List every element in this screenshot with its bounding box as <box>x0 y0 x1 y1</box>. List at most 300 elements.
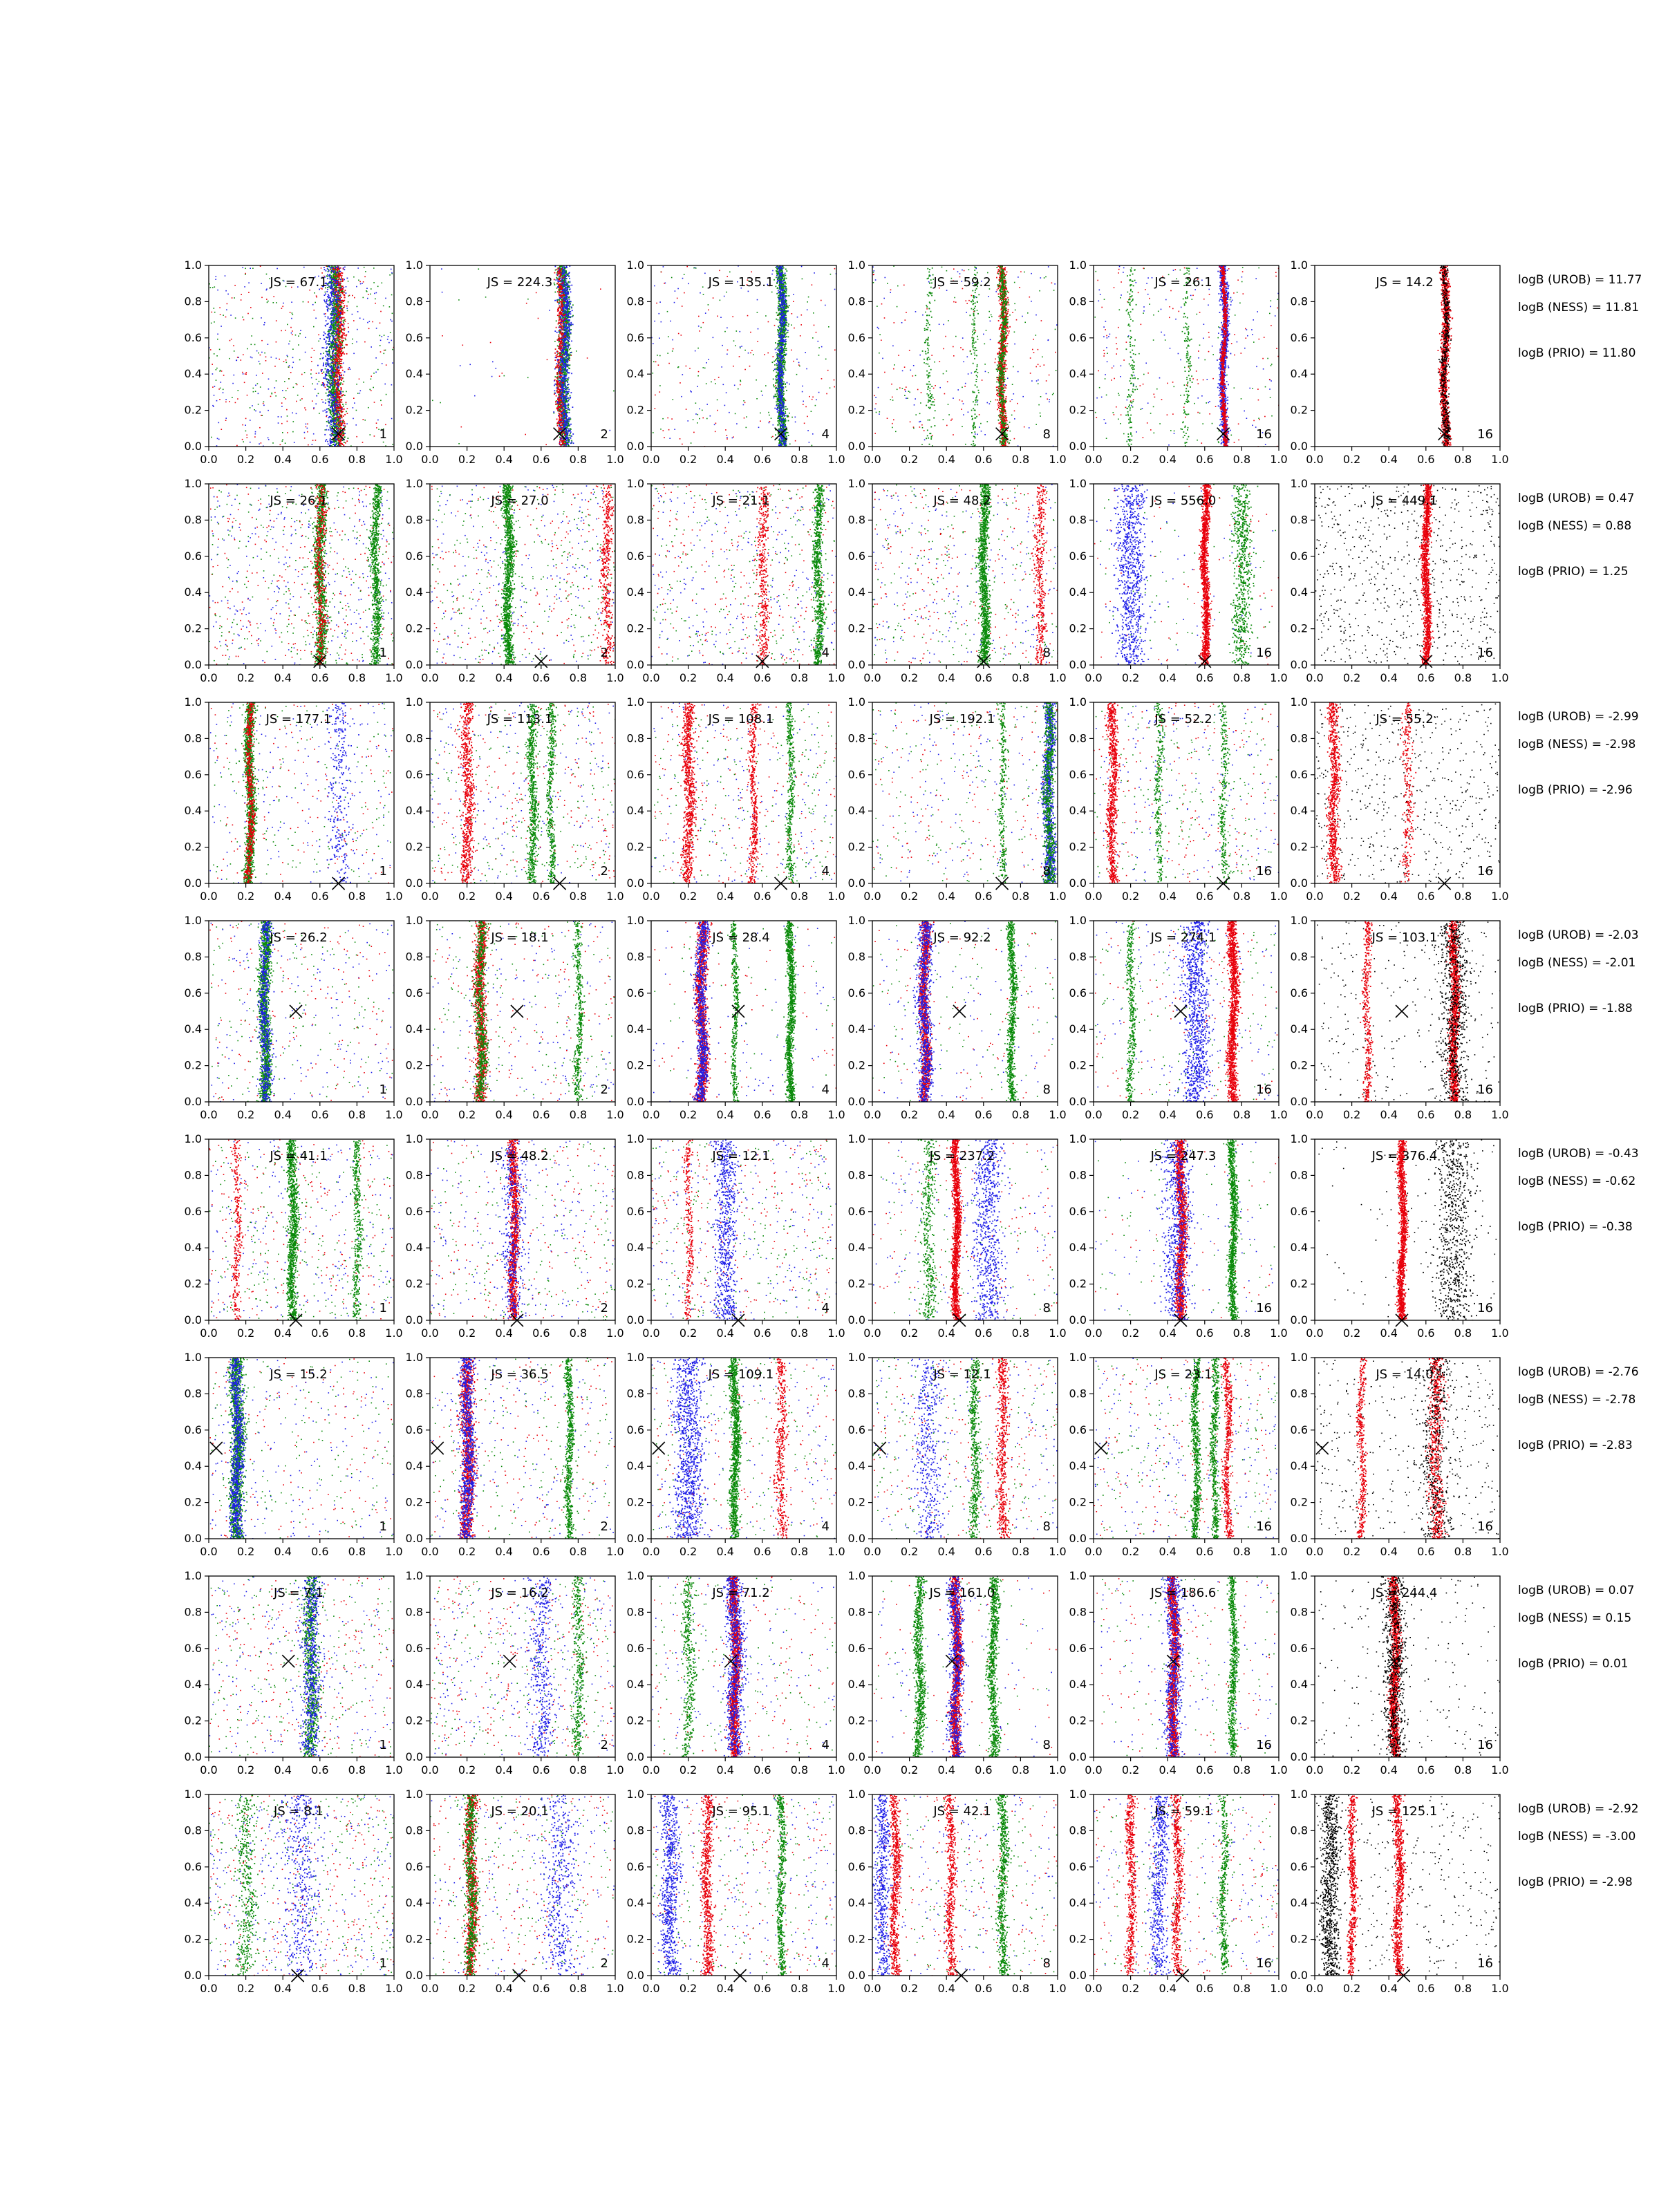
scatter-point <box>261 317 262 319</box>
scatter-point <box>334 404 335 405</box>
scatter-point <box>328 359 329 360</box>
scatter-point <box>247 395 248 396</box>
scatter-point <box>328 394 330 395</box>
scatter-point <box>335 391 336 392</box>
scatter-point <box>566 427 568 428</box>
scatter-point <box>341 374 342 375</box>
scatter-point <box>333 440 335 442</box>
scatter-point <box>216 355 218 357</box>
scatter-point <box>336 400 337 402</box>
scatter-point <box>311 361 312 362</box>
scatter-point <box>330 341 331 342</box>
scatter-point <box>341 272 342 274</box>
scatter-point <box>257 383 259 384</box>
scatter-point <box>326 324 328 325</box>
scatter-point <box>325 341 326 343</box>
scatter-point <box>306 409 307 411</box>
scatter-point <box>311 377 312 379</box>
scatter-point <box>458 299 460 301</box>
scatter-point <box>339 443 340 444</box>
scatter-point <box>252 318 254 319</box>
scatter-point <box>339 397 341 399</box>
scatter-point <box>214 312 216 313</box>
scatter-point <box>327 296 328 297</box>
scatter-point <box>323 353 324 354</box>
scatter-point <box>304 438 306 439</box>
scatter-point <box>568 399 570 400</box>
scatter-point <box>337 376 339 377</box>
scatter-point <box>576 350 577 352</box>
scatter-point <box>462 345 464 346</box>
scatter-point <box>375 372 377 373</box>
scatter-point <box>243 354 244 355</box>
scatter-point <box>268 344 269 345</box>
scatter-point <box>268 410 269 411</box>
scatter-point <box>369 321 371 322</box>
scatter-point <box>327 268 328 270</box>
scatter-point <box>334 280 335 281</box>
scatter-point <box>335 350 336 351</box>
scatter-point <box>326 371 328 372</box>
scatter-point <box>348 438 349 439</box>
scatter-point <box>339 274 340 276</box>
scatter-point <box>251 344 252 346</box>
scatter-point <box>342 308 344 310</box>
scatter-point <box>289 365 290 366</box>
scatter-point <box>339 418 341 420</box>
scatter-point <box>259 411 261 413</box>
scatter-point <box>336 346 337 347</box>
scatter-point <box>348 323 349 324</box>
scatter-point <box>324 301 326 303</box>
scatter-point <box>556 320 557 321</box>
scatter-point <box>324 267 325 268</box>
scatter-point <box>332 404 334 405</box>
scatter-point <box>333 269 335 270</box>
scatter-point <box>282 439 283 440</box>
scatter-point <box>339 391 340 392</box>
scatter-point <box>326 270 327 272</box>
scatter-point <box>337 276 338 277</box>
scatter-point <box>304 432 306 433</box>
scatter-point <box>336 306 337 308</box>
scatter-point <box>554 284 556 285</box>
scatter-point <box>339 335 340 336</box>
scatter-point <box>342 395 344 396</box>
scatter-point <box>323 382 324 384</box>
scatter-point <box>332 400 334 401</box>
scatter-point <box>324 384 326 386</box>
scatter-point <box>377 286 379 288</box>
scatter-point <box>339 337 340 339</box>
scatter-point <box>326 346 328 348</box>
scatter-point <box>331 366 332 367</box>
scatter-point <box>331 291 332 292</box>
scatter-point <box>328 363 330 364</box>
scatter-point <box>326 429 327 431</box>
scatter-point <box>344 305 346 306</box>
scatter-point <box>310 373 312 375</box>
scatter-point <box>221 326 222 327</box>
scatter-point <box>339 370 340 371</box>
scatter-point <box>328 334 329 335</box>
scatter-point <box>263 402 265 403</box>
scatter-point <box>344 332 345 334</box>
scatter-point <box>327 381 328 382</box>
scatter-point <box>217 438 218 440</box>
scatter-point <box>328 344 329 345</box>
scatter-point <box>283 361 285 362</box>
scatter-point <box>340 317 341 318</box>
scatter-point <box>333 312 335 313</box>
scatter-point <box>337 347 338 348</box>
js-annotation: JS = 67.1 <box>269 275 327 290</box>
scatter-point <box>261 352 263 353</box>
scatter-point <box>340 289 341 290</box>
scatter-point <box>339 273 340 274</box>
scatter-point <box>334 279 335 280</box>
scatter-point <box>237 398 238 400</box>
scatter-point <box>331 317 332 319</box>
scatter-point <box>335 291 337 292</box>
scatter-point <box>346 402 347 403</box>
scatter-point <box>330 440 331 442</box>
scatter-point <box>250 307 252 308</box>
scatter-point <box>245 273 246 274</box>
scatter-point <box>234 375 235 376</box>
scatter-point <box>325 364 326 366</box>
scatter-point <box>610 430 611 431</box>
scatter-point <box>525 434 526 435</box>
scatter-point <box>335 324 337 326</box>
scatter-point <box>336 310 337 312</box>
scatter-point <box>355 424 357 426</box>
scatter-point <box>335 280 336 281</box>
scatter-point <box>212 364 213 365</box>
scatter-point <box>281 416 282 418</box>
scatter-point <box>337 292 339 294</box>
scatter-point <box>334 328 335 330</box>
scatter-point <box>244 382 245 384</box>
scatter-point <box>392 313 393 315</box>
scatter-point <box>569 308 570 309</box>
scatter-point <box>565 383 566 384</box>
scatter-point <box>567 283 568 285</box>
scatter-point <box>292 314 294 315</box>
scatter-point <box>374 402 375 403</box>
scatter-point <box>287 415 288 417</box>
scatter-point <box>344 425 346 427</box>
scatter-point <box>340 443 341 444</box>
scatter-point <box>300 400 301 401</box>
scatter-point <box>259 364 261 365</box>
scatter-point <box>571 442 572 443</box>
scatter-point <box>316 297 317 298</box>
scatter-point <box>342 353 344 354</box>
scatter-point <box>330 346 331 348</box>
scatter-point <box>569 412 570 413</box>
scatter-point <box>359 318 361 319</box>
scatter-point <box>363 297 364 299</box>
scatter-point <box>328 294 329 295</box>
scatter-point <box>301 398 303 400</box>
scatter-point <box>385 424 386 426</box>
scatter-point <box>329 380 330 382</box>
scatter-point <box>363 281 364 283</box>
scatter-point <box>227 294 229 295</box>
scatter-point <box>356 436 357 438</box>
scatter-point <box>383 442 384 443</box>
scatter-point <box>323 363 324 364</box>
scatter-point <box>565 393 567 395</box>
scatter-point <box>555 270 556 271</box>
scatter-point <box>332 395 333 397</box>
scatter-point <box>335 270 336 271</box>
scatter-point <box>560 364 561 365</box>
scatter-point <box>330 427 331 429</box>
scatter-point <box>335 362 336 363</box>
scatter-point <box>332 299 334 300</box>
scatter-point <box>324 269 326 270</box>
scatter-point <box>297 395 299 396</box>
scatter-point <box>336 303 337 305</box>
scatter-point <box>391 340 393 341</box>
scatter-point <box>336 442 337 443</box>
scatter-point <box>328 282 330 283</box>
scatter-point <box>331 422 332 423</box>
scatter-point <box>339 375 340 376</box>
scatter-point <box>314 292 315 294</box>
scatter-point <box>561 265 563 267</box>
scatter-point <box>330 300 331 301</box>
scatter-point <box>568 326 570 328</box>
scatter-point <box>212 312 213 313</box>
scatter-point <box>342 272 344 274</box>
scatter-point <box>331 329 332 330</box>
scatter-point <box>570 364 571 366</box>
scatter-point <box>218 422 220 424</box>
scatter-point <box>356 286 357 288</box>
y-tick-label: 0.0 <box>185 440 202 453</box>
scatter-point <box>334 428 335 429</box>
x-tick-label: 0.2 <box>237 453 254 466</box>
scatter-point <box>340 279 341 281</box>
scatter-point <box>364 276 366 278</box>
scatter-point <box>335 354 337 355</box>
scatter-point <box>340 433 341 435</box>
scatter-point <box>326 299 328 301</box>
scatter-point <box>375 299 376 300</box>
scatter-point <box>337 309 339 310</box>
scatter-point <box>276 320 277 321</box>
scatter-point <box>285 390 287 391</box>
scatter-point <box>221 429 223 430</box>
scatter-point <box>318 341 319 342</box>
scatter-point <box>356 341 357 343</box>
scatter-point <box>328 395 329 397</box>
scatter-point <box>283 397 285 398</box>
scatter-point <box>391 321 393 322</box>
scatter-point <box>332 341 334 343</box>
scatter-point <box>380 351 382 353</box>
scatter-point <box>326 348 327 349</box>
scatter-point <box>304 407 306 409</box>
scatter-point <box>344 335 346 336</box>
scatter-point <box>250 420 251 421</box>
scatter-point <box>332 407 333 409</box>
scatter-point <box>344 295 346 297</box>
scatter-point <box>343 362 344 364</box>
scatter-point <box>261 340 263 341</box>
scatter-point <box>341 359 343 360</box>
scatter-point <box>210 287 212 288</box>
scatter-point <box>384 353 385 355</box>
scatter-point <box>345 290 346 291</box>
scatter-point <box>392 362 393 364</box>
scatter-point <box>339 429 340 430</box>
scatter-point <box>225 399 227 400</box>
scatter-point <box>285 398 287 400</box>
scatter-point <box>324 385 325 386</box>
scatter-point <box>327 363 328 364</box>
scatter-point <box>391 418 393 420</box>
scatter-point <box>328 364 330 366</box>
scatter-point <box>337 367 338 368</box>
scatter-point <box>336 297 337 298</box>
scatter-point <box>335 297 336 298</box>
scatter-point <box>330 372 332 373</box>
scatter-point <box>326 384 328 386</box>
scatter-point <box>335 440 337 441</box>
scatter-point <box>340 422 341 424</box>
scatter-point <box>368 328 370 330</box>
scatter-point <box>242 317 243 318</box>
scatter-point <box>281 423 283 424</box>
scatter-point <box>342 285 344 287</box>
scatter-point <box>327 386 328 387</box>
scatter-point <box>326 359 328 361</box>
scatter-point <box>332 389 334 391</box>
scatter-point <box>335 288 337 289</box>
scatter-point <box>294 442 295 443</box>
scatter-point <box>346 306 348 307</box>
scatter-point <box>331 418 332 419</box>
scatter-point <box>326 344 327 345</box>
scatter-point <box>568 299 570 300</box>
scatter-point <box>559 276 560 278</box>
scatter-point <box>251 335 252 337</box>
scatter-point <box>266 274 268 275</box>
scatter-point <box>293 362 294 363</box>
scatter-point <box>332 411 333 412</box>
scatter-point <box>331 279 332 280</box>
scatter-point <box>281 406 283 407</box>
scatter-point <box>554 341 556 342</box>
scatter-point <box>211 323 212 324</box>
scatter-point <box>333 366 335 368</box>
scatter-point <box>326 362 327 364</box>
scatter-point <box>332 406 333 407</box>
scatter-point <box>342 280 344 281</box>
scatter-point <box>572 315 574 317</box>
scatter-point <box>559 374 561 375</box>
scatter-point <box>340 355 341 357</box>
scatter-point <box>338 417 339 418</box>
scatter-point <box>336 272 337 274</box>
scatter-point <box>344 297 346 299</box>
scatter-point <box>567 321 568 322</box>
scatter-point <box>569 435 570 436</box>
scatter-point <box>341 354 342 355</box>
scatter-point <box>373 373 375 374</box>
scatter-point <box>338 303 339 304</box>
scatter-point <box>570 281 571 283</box>
scatter-point <box>340 310 341 311</box>
scatter-point <box>281 308 283 309</box>
scatter-point <box>561 386 563 387</box>
scatter-point <box>359 281 361 283</box>
scatter-point <box>328 275 329 276</box>
scatter-point <box>258 353 259 354</box>
scatter-point <box>336 351 337 353</box>
scatter-point <box>268 301 269 302</box>
scatter-point <box>274 387 276 388</box>
scatter-point <box>292 357 294 359</box>
scatter-point <box>568 350 569 352</box>
scatter-point <box>312 348 313 349</box>
scatter-point <box>339 299 341 301</box>
scatter-point <box>391 272 393 274</box>
scatter-point <box>340 322 341 324</box>
scatter-point <box>332 377 333 378</box>
scatter-point <box>572 304 574 306</box>
scatter-point <box>312 304 314 306</box>
scatter-point <box>246 435 247 436</box>
scatter-point <box>321 272 323 274</box>
scatter-point <box>337 333 339 335</box>
scatter-point <box>323 377 324 379</box>
scatter-point <box>293 387 294 388</box>
scatter-point <box>344 434 345 435</box>
scatter-point <box>317 384 319 385</box>
scatter-point <box>275 395 276 397</box>
scatter-point <box>334 419 335 420</box>
scatter-point <box>568 287 569 288</box>
x-tick-label: 0.6 <box>311 453 328 466</box>
scatter-point <box>565 386 567 387</box>
scatter-point <box>332 293 334 294</box>
scatter-point <box>245 268 246 270</box>
scatter-point <box>339 374 340 375</box>
scatter-point <box>332 267 333 268</box>
scatter-point <box>216 368 218 369</box>
scatter-point <box>252 268 254 269</box>
scatter-point <box>344 328 345 329</box>
scatter-point <box>221 371 223 372</box>
scatter-point <box>563 366 565 367</box>
scatter-point <box>344 433 345 434</box>
scatter-point <box>335 409 336 411</box>
scatter-point <box>568 334 570 335</box>
scatter-point <box>318 393 319 395</box>
scatter-point <box>536 292 537 294</box>
scatter-point <box>382 336 383 337</box>
scatter-point <box>339 274 341 276</box>
scatter-point <box>218 388 220 390</box>
scatter-point <box>565 274 567 275</box>
scatter-point <box>333 284 335 285</box>
scatter-point <box>235 317 236 319</box>
